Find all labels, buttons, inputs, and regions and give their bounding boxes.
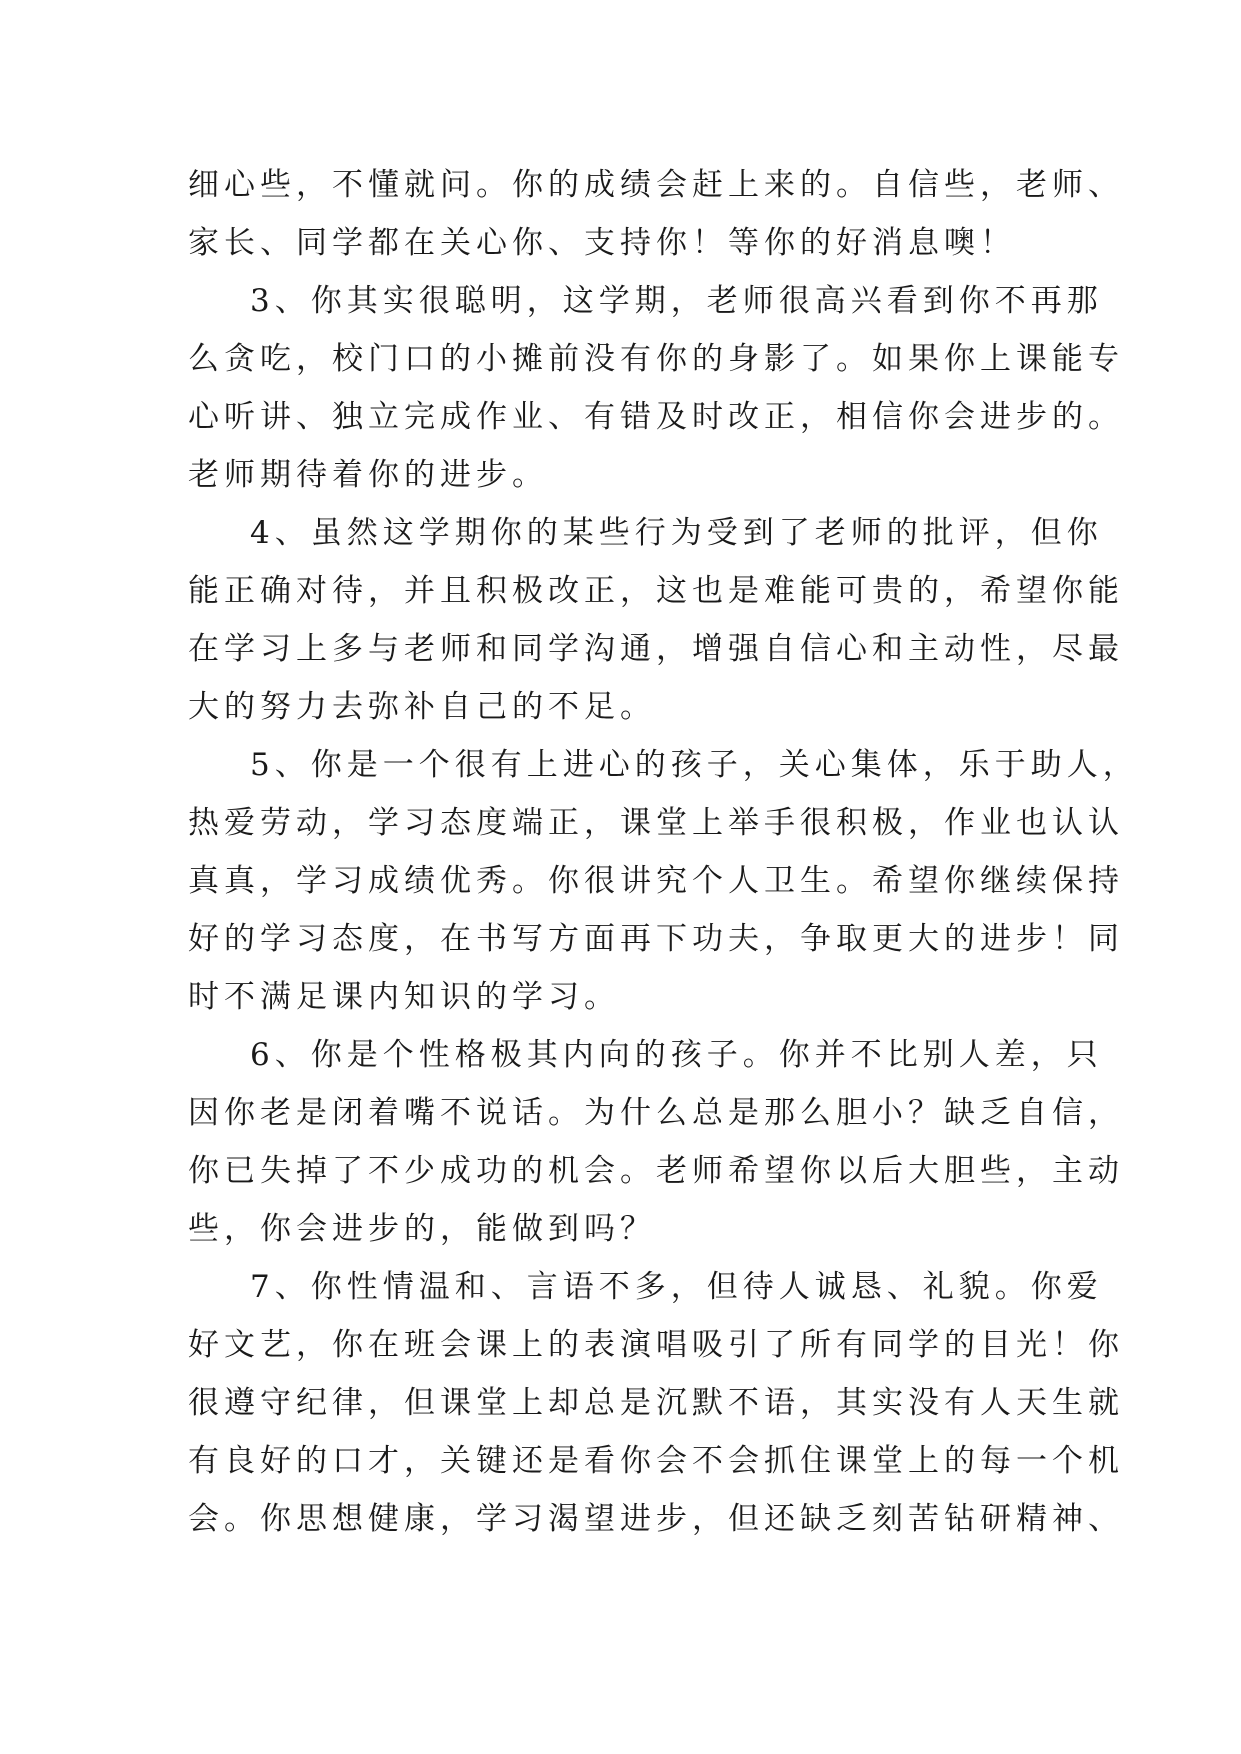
text-line: 大的努力去弥补自己的不足。 (188, 689, 656, 725)
text-line: 时不满足课内知识的学习。 (188, 979, 620, 1015)
paragraph-start-7: 7、你性情温和、言语不多，但待人诚恳、礼貌。你爱 (250, 1269, 1103, 1305)
paragraph-start-5: 5、你是一个很有上进心的孩子，关心集体，乐于助人， (250, 747, 1139, 783)
text-line: 些，你会进步的，能做到吗？ (188, 1211, 656, 1247)
paragraph-start-4: 4、虽然这学期你的某些行为受到了老师的批评，但你 (250, 515, 1103, 551)
text-line: 在学习上多与老师和同学沟通，增强自信心和主动性，尽最 (188, 631, 1124, 667)
text-line: 能正确对待，并且积极改正，这也是难能可贵的，希望你能 (188, 573, 1124, 609)
text-line: 心听讲、独立完成作业、有错及时改正，相信你会进步的。 (188, 399, 1124, 435)
text-line: 细心些，不懂就问。你的成绩会赶上来的。自信些，老师、 (188, 167, 1124, 203)
text-line: 有良好的口才，关键还是看你会不会抓住课堂上的每一个机 (188, 1443, 1124, 1479)
text-line: 你已失掉了不少成功的机会。老师希望你以后大胆些，主动 (188, 1153, 1124, 1189)
text-line: 么贪吃，校门口的小摊前没有你的身影了。如果你上课能专 (188, 341, 1124, 377)
text-line: 好文艺，你在班会课上的表演唱吸引了所有同学的目光！你 (188, 1327, 1124, 1363)
paragraph-start-6: 6、你是个性格极其内向的孩子。你并不比别人差，只 (250, 1037, 1103, 1073)
text-line: 很遵守纪律，但课堂上却总是沉默不语，其实没有人天生就 (188, 1385, 1124, 1421)
text-line: 热爱劳动，学习态度端正，课堂上举手很积极，作业也认认 (188, 805, 1124, 841)
text-line: 因你老是闭着嘴不说话。为什么总是那么胆小？缺乏自信， (188, 1095, 1124, 1131)
document-body (188, 156, 1139, 1548)
text-line: 真真，学习成绩优秀。你很讲究个人卫生。希望你继续保持 (188, 863, 1124, 899)
text-line: 好的学习态度，在书写方面再下功夫，争取更大的进步！同 (188, 921, 1124, 957)
paragraph-start-3: 3、你其实很聪明，这学期，老师很高兴看到你不再那 (250, 283, 1103, 319)
text-line: 老师期待着你的进步。 (188, 457, 548, 493)
text-line: 会。你思想健康，学习渴望进步，但还缺乏刻苦钻研精神、 (188, 1501, 1124, 1537)
text-line: 家长、同学都在关心你、支持你！等你的好消息噢！ (188, 225, 1016, 261)
